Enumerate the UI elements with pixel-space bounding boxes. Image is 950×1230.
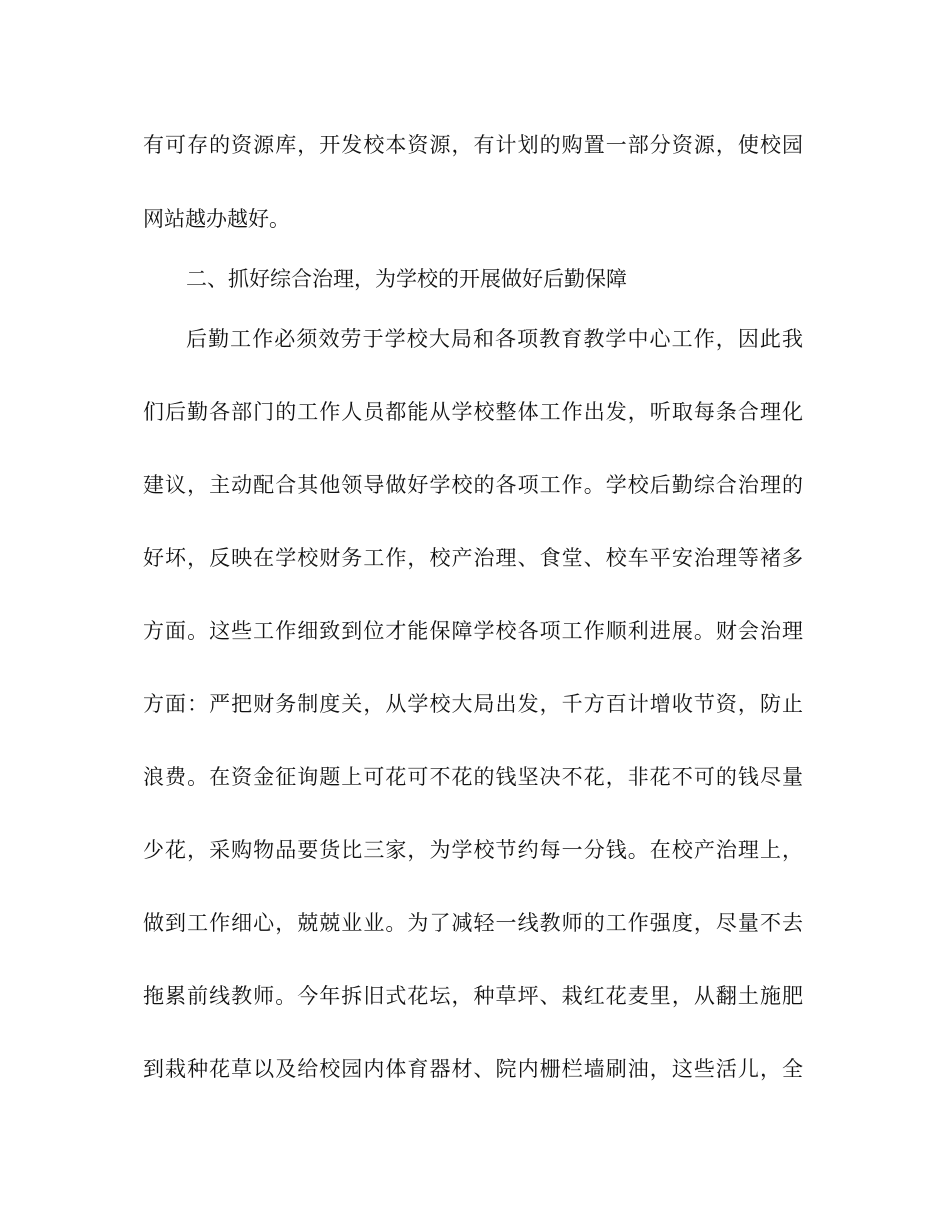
text-line-4: 后勤工作必须效劳于学校大局和各项教育教学中心工作，因此我 — [186, 327, 803, 351]
text-line-1: 有可存的资源库，开发校本资源，有计划的购置一部分资源，使校园 — [143, 133, 803, 157]
text-line-9: 方面：严把财务制度关，从学校大局出发，千方百计增收节资，防止 — [143, 692, 803, 716]
text-line-10: 浪费。在资金征询题上可花可不花的钱坚决不花，非花不可的钱尽量 — [143, 765, 803, 789]
text-line-5: 们后勤各部门的工作人员都能从学校整体工作出发，听取每条合理化 — [143, 400, 803, 424]
text-line-6: 建议，主动配合其他领导做好学校的各项工作。学校后勤综合治理的 — [143, 473, 803, 497]
text-line-7: 好坏，反映在学校财务工作，校产治理、食堂、校车平安治理等褚多 — [143, 546, 803, 570]
text-line-8: 方面。这些工作细致到位才能保障学校各项工作顺利进展。财会治理 — [143, 619, 803, 643]
text-line-11: 少花，采购物品要货比三家，为学校节约每一分钱。在校产治理上， — [143, 838, 803, 862]
text-line-14: 到栽种花草以及给校园内体育器材、院内栅栏墙刷油，这些活儿，全 — [143, 1057, 803, 1081]
text-line-13: 拖累前线教师。今年拆旧式花坛，种草坪、栽红花麦里，从翻土施肥 — [143, 984, 803, 1008]
section-heading: 二、抓好综合治理，为学校的开展做好后勤保障 — [186, 267, 627, 291]
text-line-2: 网站越办越好。 — [143, 207, 290, 231]
text-line-12: 做到工作细心，兢兢业业。为了减轻一线教师的工作强度，尽量不去 — [143, 911, 803, 935]
